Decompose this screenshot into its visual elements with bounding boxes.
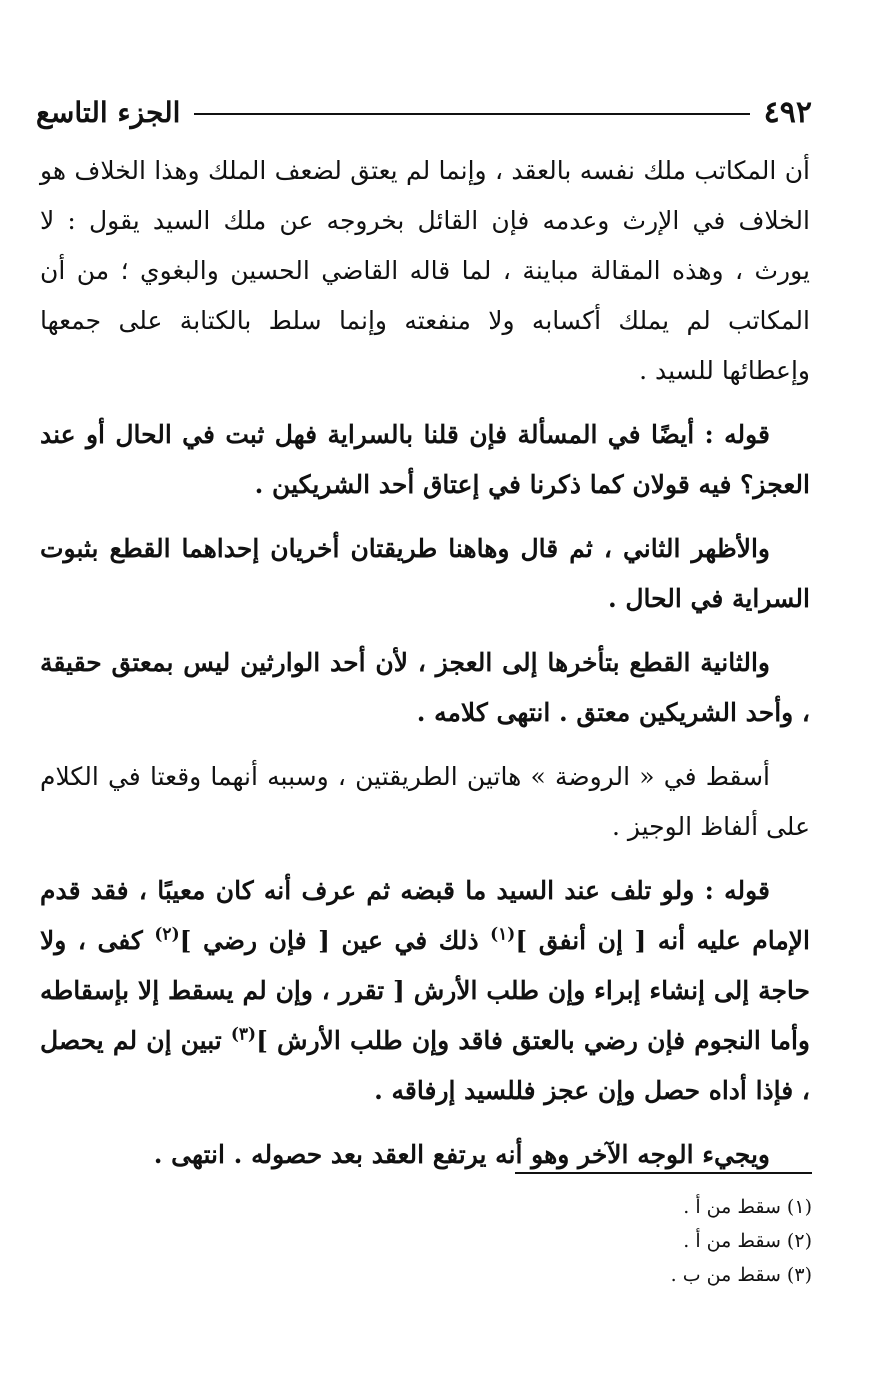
paragraph-6-part-2: ذلك في عين [ فإن رضي ] [179, 926, 491, 955]
footnotes [440, 1190, 812, 1292]
paragraph-4: والثانية القطع بتأخرها إلى العجز ، لأن أحد الوارثين ليس بمعتق حقيقة ، وأحد الشريكين معتق . انتهى كلامه . [40, 648, 810, 727]
footnote-ref-3: (٣) [230, 1024, 257, 1045]
footnote-1: (١) سقط من أ . [683, 1196, 812, 1218]
paragraph-1: أن المكاتب ملك نفسه بالعقد ، وإنما لم يعتق لضعف الملك وهذا الخلاف هو الخلاف في الإرث وعدمه فإن القائل بخروجه عن ملك السيد يقول : لا يورث ، وهذه المقالة مباينة ، لما قاله القاضي الحسين والبغوي ؛ من أن المكاتب لم يملك أكسابه ولا منفعته وإنما سلط بالكتابة على جمعها وإعطائها للسيد . [40, 156, 810, 385]
page-header [36, 92, 812, 132]
footnote-2: (٢) سقط من أ . [683, 1230, 812, 1252]
footnote-3: (٣) سقط من ب . [670, 1264, 812, 1286]
paragraph-7: ويجيء الوجه الآخر وهو أنه يرتفع العقد بعد حصوله . انتهى . [153, 1140, 770, 1169]
footnote-ref-1: (١) [490, 924, 516, 945]
paragraph-6-part-3: كفى ، ولا حاجة إلى إنشاء إبراء وإن طلب الأرش [ تقرر ، وإن لم يسقط إلا بإسقاطه وأما النجوم فإن رضي بالعتق فاقد وإن طلب الأرش ] [40, 926, 810, 1055]
paragraph-2: قوله : أيضًا في المسألة فإن قلنا بالسراية فهل ثبت في الحال أو عند العجز؟ فيه قولان كما ذكرنا في إعتاق أحد الشريكين . [40, 420, 810, 499]
paragraph-6-part-1: قوله : ولو تلف عند السيد ما قبضه ثم عرف أنه كان معيبًا ، فقد قدم الإمام عليه أنه [ إن أنفق ] [40, 876, 810, 955]
page-body [40, 146, 810, 1180]
footnote-ref-2: (٢) [154, 924, 180, 945]
header-rule [194, 113, 749, 115]
paragraph-3: والأظهر الثاني ، ثم قال وهاهنا طريقتان أخريان إحداهما القطع بثبوت السراية في الحال . [40, 534, 810, 613]
paragraph-6 [40, 866, 810, 1116]
page-number: ٤٩٢ [763, 94, 812, 130]
paragraph-5: أسقط في « الروضة » هاتين الطريقتين ، وسببه أنهما وقعتا في الكلام على ألفاظ الوجيز . [40, 762, 810, 841]
paragraph-6-part-4: تبين إن لم يحصل ، فإذا أداه حصل وإن عجز فللسيد إرفاقه . [40, 1026, 810, 1105]
running-title: الجزء التاسع [36, 95, 181, 129]
footnote-separator [515, 1172, 812, 1174]
